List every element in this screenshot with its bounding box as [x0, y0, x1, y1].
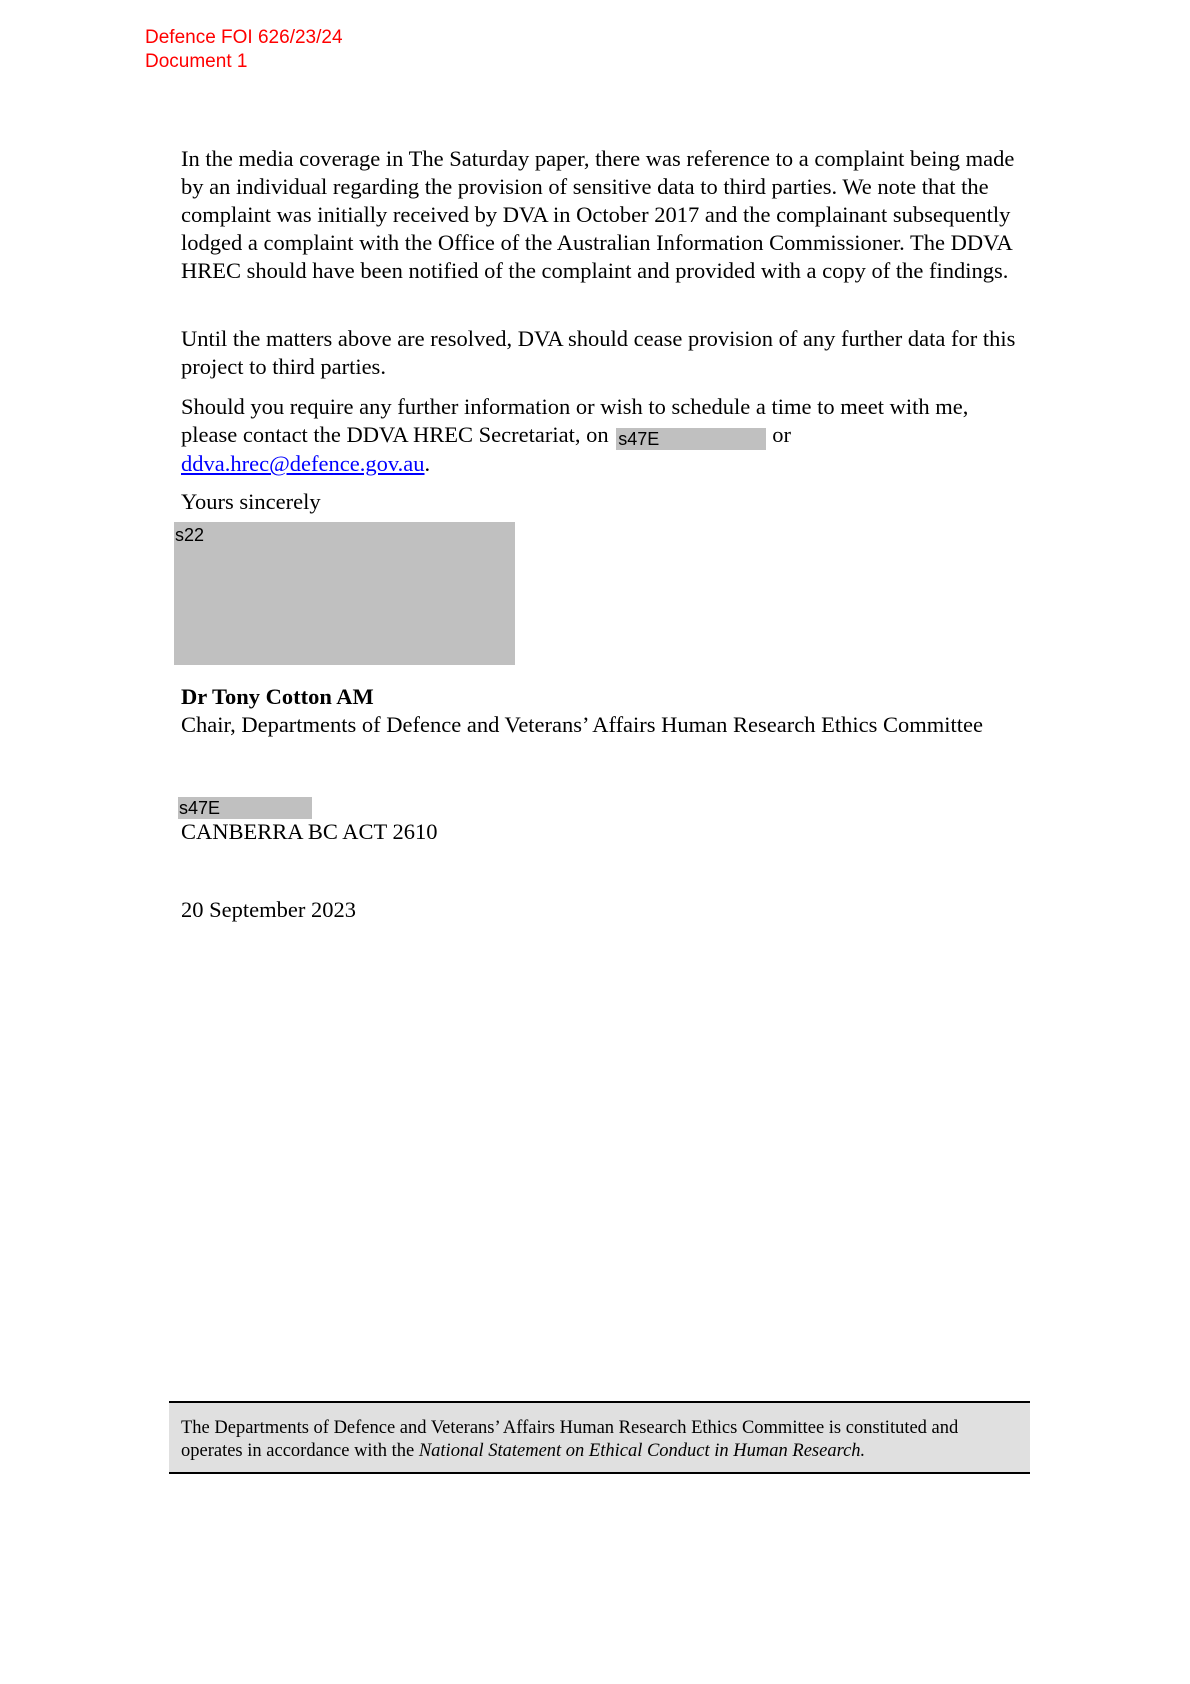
footer-notice: [169, 1401, 1030, 1474]
contact-text: Should you require any further information or wish to schedule a time to meet with me, please contact the DDVA HREC Secretariat, on: [181, 394, 969, 447]
closing-salutation: Yours sincerely: [181, 489, 321, 514]
footer-text: [181, 1417, 1021, 1463]
contact-or: or: [772, 422, 791, 447]
signature-redaction: s22: [174, 522, 515, 665]
foi-stamp: [145, 26, 343, 74]
signatory-name: Dr Tony Cotton AM: [181, 684, 374, 709]
foi-reference: Defence FOI 626/23/24: [145, 27, 343, 48]
signatory-title: Chair, Departments of Defence and Veterans’ Affairs Human Research Ethics Committee: [181, 712, 983, 737]
footer-national-statement: National Statement on Ethical Conduct in Human Research.: [418, 1441, 866, 1461]
address-redaction: s47E: [178, 797, 312, 819]
footer-statement: The Departments of Defence and Veterans’ Affairs Human Research Ethics Committee is constituted and operates in accordance with the: [181, 1418, 959, 1461]
secretariat-email-link[interactable]: ddva.hrec@defence.gov.au: [181, 451, 425, 476]
paragraph-cease-provision: Until the matters above are resolved, DVA should cease provision of any further data for this project to third parties.: [181, 326, 1016, 379]
paragraph-media-coverage: In the media coverage in The Saturday paper, there was reference to a complaint being made by an individual regarding the provision of sensitive data to third parties. We note that the complaint was initially received by DVA in October 2017 and the complainant subsequently lodged a complaint with the Office of the Australian Information Commissioner. The DDVA HREC should have been notified of the complaint and provided with a copy of the findings.: [181, 146, 1015, 283]
contact-end: .: [424, 451, 431, 476]
phone-redaction: s47E: [616, 428, 766, 450]
letter-date: 20 September 2023: [181, 897, 356, 922]
paragraph-contact: [181, 393, 1021, 478]
address-city: CANBERRA BC ACT 2610: [181, 819, 438, 844]
document-number: Document 1: [145, 51, 248, 72]
